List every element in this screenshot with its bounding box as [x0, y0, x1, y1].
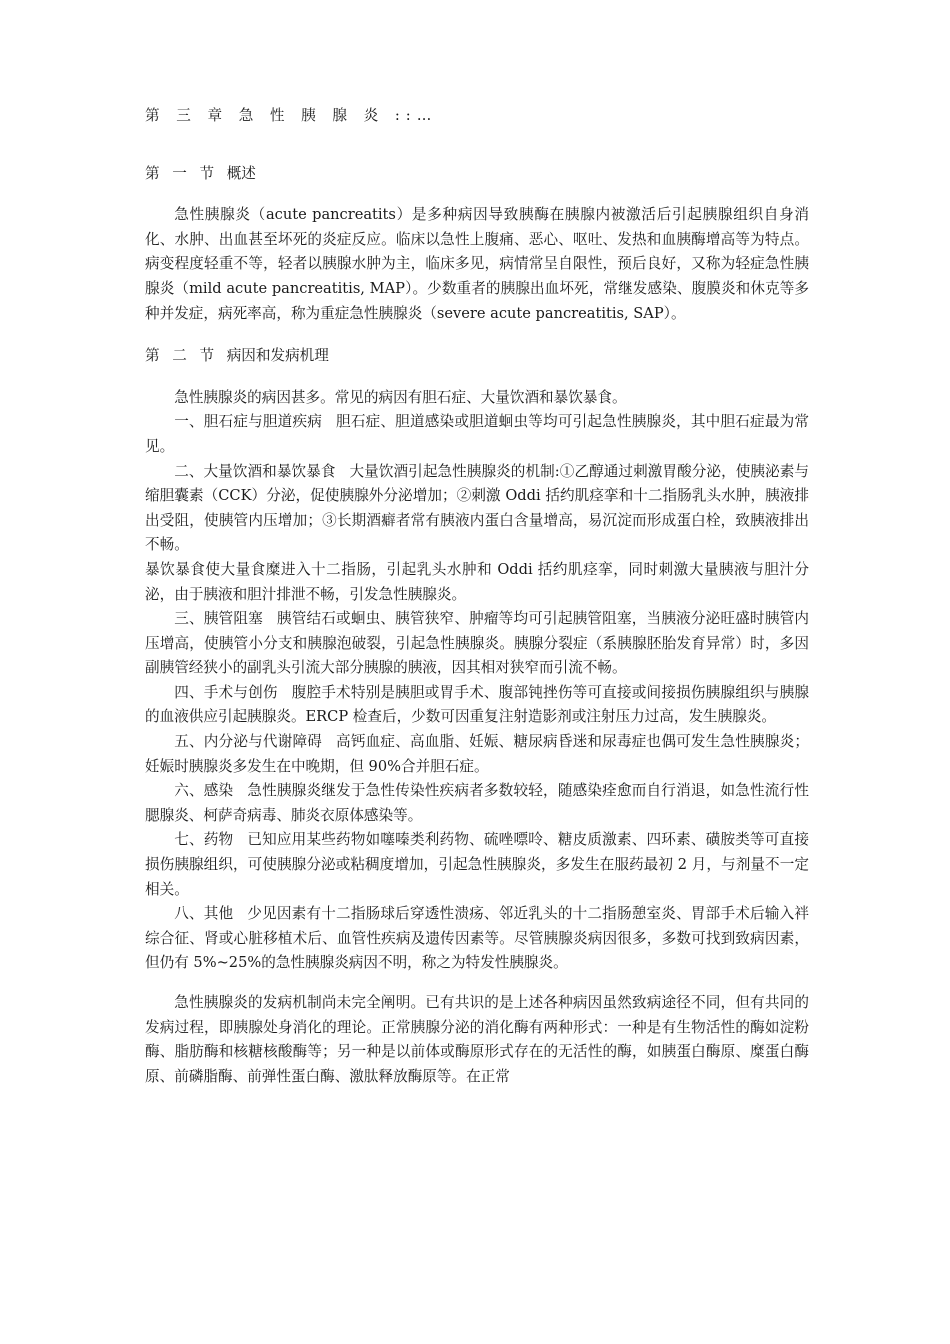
cause-heading: 一、胆石症与胆道疾病: [174, 413, 323, 431]
cause-heading: 八、其他: [174, 905, 234, 923]
overview-paragraph: 急性胰腺炎（acute pancreatits）是多种病因导致胰酶在胰腺内被激活后引起胰腺组织自身消化、水肿、出血甚至坏死的炎症反应。临床以急性上腹痛、恶心、呕吐、发热和血胰酶增高等为特点。病变程度轻重不等，轻者以胰腺水肿为主，临床多见，病情常呈自限性，预后良好，又称为轻症急性胰腺炎（mild acute pancreatitis, MAP）。少数重者的胰腺出血坏死，常继发感染、腹膜炎和休克等多种并发症，病死率高，称为重症急性胰腺炎（severe acute pancreatitis, SAP）。: [145, 206, 809, 322]
cause-paragraph: [145, 460, 809, 558]
cause-text: 胆石症、胆道感染或胆道蛔虫等均可引起急性胰腺炎，其中胆石症最为常见。: [145, 413, 809, 455]
cause-text: 腹腔手术特别是胰胆或胃手术、腹部钝挫伤等可直接或间接损伤胰腺组织与胰腺的血液供应引起胰腺炎。ERCP 检查后，少数可因重复注射造影剂或注射压力过高，发生胰腺炎。: [145, 683, 809, 726]
cause-heading: 七、药物: [174, 831, 234, 849]
causes-intro-paragraph: 急性胰腺炎的病因甚多。常见的病因有胆石症、大量饮酒和暴饮暴食。: [174, 388, 627, 406]
cause-heading: 二、大量饮酒和暴饮暴食: [174, 462, 336, 480]
cause-paragraph: [145, 681, 809, 730]
section-label: 第 二 节: [145, 347, 219, 365]
cause-text: 急性胰腺炎继发于急性传染性疾病者多数较轻，随感染痊愈而自行消退，如急性流行性腮腺炎、柯萨奇病毒、肺炎衣原体感染等。: [145, 782, 809, 824]
section-title: 概述: [226, 164, 256, 182]
section-heading-overview: [145, 162, 809, 187]
cause-paragraph: [145, 902, 809, 976]
cause-paragraph: [145, 410, 809, 459]
cause-text: 胰管结石或蛔虫、胰管狭窄、肿瘤等均可引起胰管阻塞，当胰液分泌旺盛时胰管内压增高，使胰管小分支和胰腺泡破裂，引起急性胰腺炎。胰腺分裂症（系胰腺胚胎发育异常）时，多因副胰管经狭小的副乳头引流大部分胰腺的胰液，因其相对狭窄而引流不畅。: [145, 610, 809, 677]
cause-text: 已知应用某些药物如噻嗪类利药物、硫唑嘌呤、糖皮质激素、四环素、磺胺类等可直接损伤胰腺组织，可使胰腺分泌或粘稠度增加，引起急性胰腺炎，多发生在服药最初 2 月，与剂量不一定相关。: [145, 831, 809, 898]
section-title: 病因和发病机理: [226, 347, 329, 365]
mechanism-paragraph: 急性胰腺炎的发病机制尚未完全阐明。已有共识的是上述各种病因虽然致病途径不同，但有共同的发病过程，即胰腺处身消化的理论。正常胰腺分泌的消化酶有两种形式：一种是有生物活性的酶如淀粉酶、脂肪酶和核糖核酸酶等；另一种是以前体或酶原形式存在的无活性的酶，如胰蛋白酶原、糜蛋白酶原、前磷脂酶、前弹性蛋白酶、激肽释放酶原等。在正常: [145, 994, 809, 1085]
cause-paragraph: [145, 607, 809, 681]
cause-text: 少见因素有十二指肠球后穿透性溃疡、邻近乳头的十二指肠憩室炎、胃部手术后输入袢综合征、肾或心脏移植术后、血管性疾病及遗传因素等。尽管胰腺炎病因很多，多数可找到致病因素，但仍有 5%~25%的急性胰腺炎病因不明，称之为特发性胰腺炎。: [145, 905, 809, 972]
section-label: 第 一 节: [145, 164, 219, 182]
cause-text: 高钙血症、高血脂、妊娠、糖尿病昏迷和尿毒症也偶可发生急性胰腺炎；妊娠时胰腺炎多发生在中晚期，但 90%合并胆石症。: [145, 733, 809, 775]
cause-paragraph: [145, 730, 809, 779]
cause-heading: 三、胰管阻塞: [174, 610, 263, 628]
document-page: [145, 104, 809, 1089]
cause-paragraph: [145, 828, 809, 902]
chapter-title: 第 三 章 急 性 胰 腺 炎 ::…: [145, 107, 438, 124]
overeating-paragraph: 暴饮暴食使大量食糜进入十二指肠，引起乳头水肿和 Oddi 括约肌痉挛，同时刺激大量胰液与胆汁分泌，由于胰液和胆汁排泄不畅，引发急性胰腺炎。: [145, 560, 809, 603]
cause-text: 大量饮酒引起急性胰腺炎的机制:①乙醇通过刺激胃酸分泌，使胰泌素与缩胆囊素（CCK）分泌，促使胰腺外分泌增加；②刺激 Oddi 括约肌痉挛和十二指肠乳头水肿，胰液排出受阻，使胰管内压增加；③长期酒癖者常有胰液内蛋白含量增高，易沉淀而形成蛋白栓，致胰液排出不畅。: [145, 462, 809, 554]
cause-heading: 四、手术与创伤: [174, 683, 278, 701]
cause-heading: 五、内分泌与代谢障碍: [174, 733, 323, 751]
cause-paragraph: [145, 779, 809, 828]
cause-heading: 六、感染: [174, 782, 234, 800]
section-heading-etiology: [145, 344, 809, 369]
